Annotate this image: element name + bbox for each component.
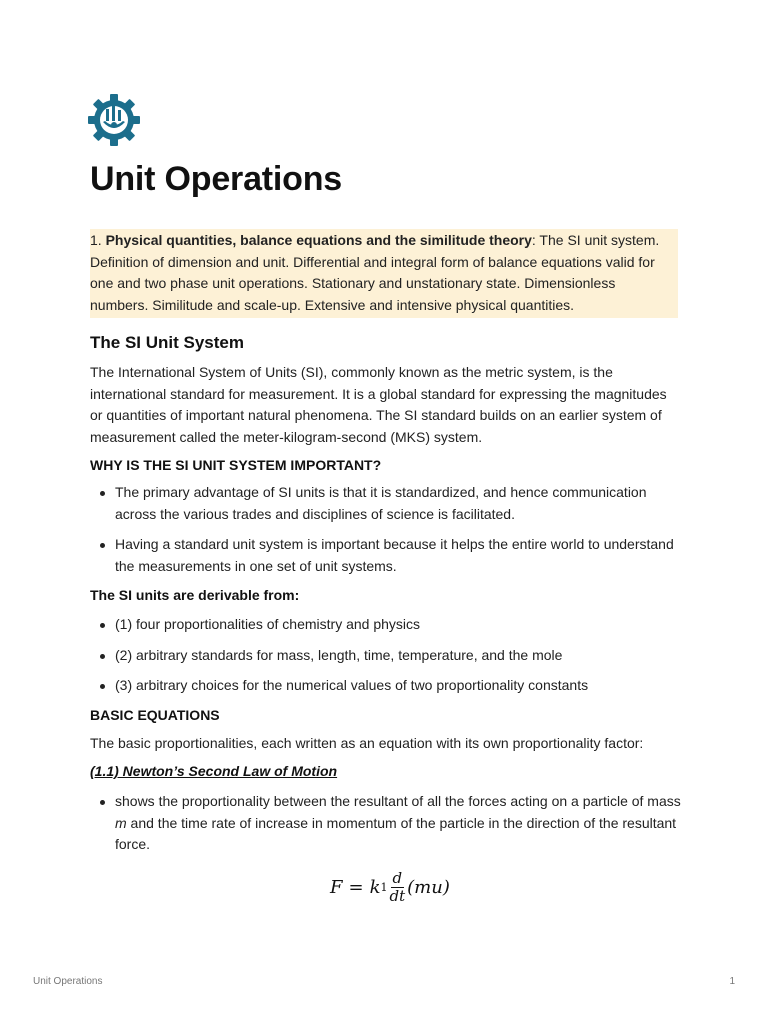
list-item bbox=[90, 791, 682, 856]
gear-logo-icon bbox=[88, 94, 140, 146]
basic-equations-heading: BASIC EQUATIONS bbox=[90, 707, 220, 723]
list-item: The primary advantage of SI units is that it is standardized, and hence communication across the various trades and disciplines of science is facilitated. bbox=[90, 482, 682, 525]
why-heading: WHY IS THE SI UNIT SYSTEM IMPORTANT? bbox=[90, 457, 382, 473]
eq-rhs: (mu) bbox=[407, 877, 450, 898]
list-item: (2) arbitrary standards for mass, length, time, temperature, and the mole bbox=[90, 645, 682, 667]
list-item: (1) four proportionalities of chemistry and physics bbox=[90, 614, 682, 636]
callout-number: 1. bbox=[90, 232, 102, 248]
list-item: (3) arbitrary choices for the numerical values of two proportionality constants bbox=[90, 675, 682, 697]
section-heading-si: The SI Unit System bbox=[90, 333, 244, 352]
callout-bold-title: Physical quantities, balance equations and the similitude theory bbox=[105, 232, 532, 248]
eq-denominator: dt bbox=[389, 887, 406, 905]
newton-text-b: and the time rate of increase in momentum of the particle in the direction of the resultant force. bbox=[115, 814, 677, 852]
page-title: Unit Operations bbox=[90, 160, 343, 198]
derivable-list bbox=[90, 614, 682, 697]
eq-equals: = bbox=[348, 877, 364, 898]
eq-fraction bbox=[390, 870, 406, 905]
newton-text-a: shows the proportionality between the resultant of all the forces acting on a particle of mass bbox=[115, 793, 681, 809]
eq-k-sub: 1 bbox=[380, 881, 388, 894]
mass-variable: m bbox=[115, 814, 127, 831]
newton-heading: (1.1) Newton’s Second Law of Motion bbox=[90, 763, 338, 779]
eq-numerator: d bbox=[392, 869, 403, 887]
derivable-heading: The SI units are derivable from: bbox=[90, 587, 300, 603]
newton-list bbox=[90, 791, 682, 856]
topic-callout bbox=[90, 229, 678, 318]
newton-equation bbox=[330, 870, 450, 905]
why-list bbox=[90, 482, 682, 577]
footer-page-number: 1 bbox=[729, 976, 735, 987]
footer-doc-title: Unit Operations bbox=[33, 976, 103, 987]
si-intro-paragraph: The International System of Units (SI), commonly known as the metric system, is the international standard for measurement. It is a global standard for expressing the magnitudes or quantities of important natural phenomena. The SI standard builds on an earlier system of measurement called the meter-kilogram-second (MKS) system. bbox=[90, 364, 667, 445]
eq-lhs: F bbox=[330, 877, 343, 898]
list-item: Having a standard unit system is important because it helps the entire world to understand the measurements in one set of unit systems. bbox=[90, 534, 682, 577]
basic-intro-paragraph: The basic proportionalities, each written as an equation with its own proportionality factor: bbox=[90, 735, 644, 751]
eq-k: k bbox=[369, 877, 381, 898]
callout-text: : The SI unit system. Definition of dimension and unit. Differential and integral form of balance equations valid for one and two phase unit operations. Stationary and unstationary state. Dimensionless numbers. Similitude and scale-up. Extensive and intensive physical quantities. bbox=[90, 232, 660, 313]
